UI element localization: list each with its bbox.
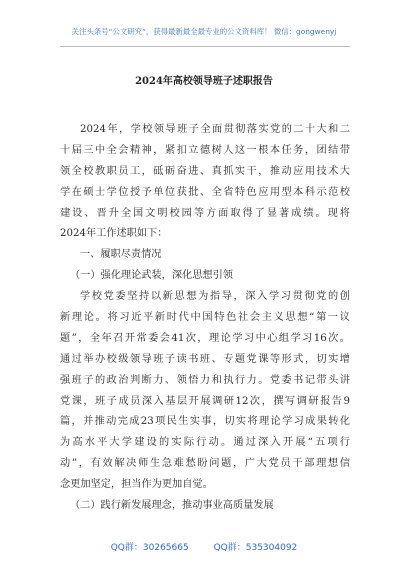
paragraph-line: 学校党委坚持以新思想为指导，深入学习贯彻党的创 <box>80 291 350 303</box>
paragraph-line: 为高水平大学建设的实际行动。通过深入开展“五项行 <box>60 437 350 449</box>
subsection-heading: （一）强化理论武装，深化思想引领 <box>70 270 233 282</box>
page-header-note: 关注头条号“公文研究”，获得最新最全最专业的公文资料库！ 微信：gongwenyj <box>71 27 337 36</box>
paragraph-line: 篇，并推动完成23项民生实事，切实将理论学习成果转化 <box>60 416 350 428</box>
qq-group-2: QQ群：535304092 <box>213 543 298 553</box>
paragraph-line: 强班子的政治判断力、领悟力和执行力。党委书记带头讲 <box>60 374 350 386</box>
header-divider <box>60 46 350 47</box>
document-title: 2024年高校领导班子述职报告 <box>135 76 273 87</box>
page-footer <box>0 540 408 553</box>
paragraph-line: 动”，有效解决师生急难愁盼问题，广大党员干部理想信 <box>60 458 350 470</box>
paragraph-line: 领全校教职员工，砥砺奋进、真抓实干，推动应用技术大 <box>60 165 350 177</box>
paragraph-line: 十届三中全会精神，紧扣立德树人这一根本任务，团结带 <box>60 144 350 156</box>
paragraph-line: 党课，班子成员深入基层开展调研12次，撰写调研报告9 <box>60 395 350 407</box>
paragraph-line: 建设、晋升全国文明校园等方面取得了显著成绩。现将 <box>60 207 350 219</box>
paragraph-line: 学在硕士学位授予单位获批、全省特色应用型本科示范校 <box>60 186 350 198</box>
paragraph-line: 念更加坚定，担当作为更加自觉。 <box>60 479 213 491</box>
paragraph-line: 题”，全年召开常委会41次，理论学习中心组学习16次。 <box>60 332 350 344</box>
paragraph-line: 新理论。将习近平新时代中国特色社会主义思想“第一议 <box>60 312 350 324</box>
document-body <box>60 120 350 517</box>
qq-group-1: QQ群：30265665 <box>110 543 189 553</box>
subsection-heading: （二）践行新发展理念，推动事业高质量发展 <box>70 500 274 512</box>
paragraph-line: 2024年，学校领导班子全面贯彻落实党的二十大和二 <box>80 124 350 135</box>
section-heading: 一、履职尽责情况 <box>80 249 162 261</box>
paragraph-line: 通过举办校级领导班子读书班、专题党课等形式，切实增 <box>60 353 350 365</box>
paragraph-line: 2024年工作述职如下： <box>60 228 168 240</box>
